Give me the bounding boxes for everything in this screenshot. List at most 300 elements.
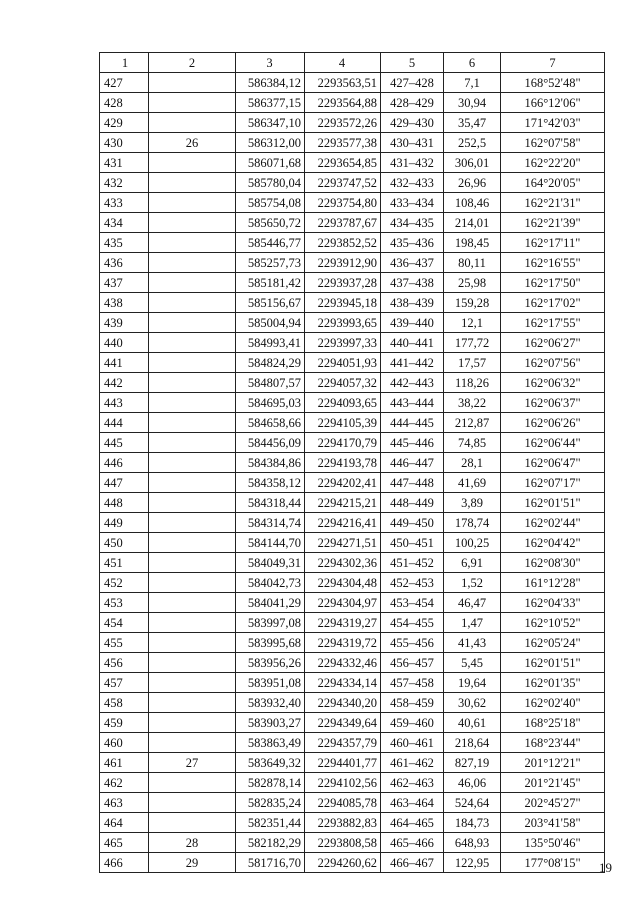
table-cell: 2294051,93 (305, 353, 381, 373)
table-row (100, 713, 605, 733)
table-cell (149, 333, 236, 353)
table-cell: 2294085,78 (305, 793, 381, 813)
table-row (100, 633, 605, 653)
table-cell: 448 (100, 493, 149, 513)
table-cell: 457–458 (381, 673, 444, 693)
table-cell: 80,11 (444, 253, 501, 273)
table-cell: 122,95 (444, 853, 501, 873)
table-cell: 459 (100, 713, 149, 733)
table-cell: 585650,72 (236, 213, 305, 233)
table-cell (149, 433, 236, 453)
table-cell: 162°17'50" (501, 273, 605, 293)
table-cell: 584144,70 (236, 533, 305, 553)
table-cell (149, 733, 236, 753)
table-cell: 118,26 (444, 373, 501, 393)
table-cell (149, 253, 236, 273)
table-row (100, 693, 605, 713)
table-cell: 28,1 (444, 453, 501, 473)
table-cell: 447 (100, 473, 149, 493)
table-cell: 177,72 (444, 333, 501, 353)
table-cell: 438 (100, 293, 149, 313)
table-cell: 434–435 (381, 213, 444, 233)
table-cell: 585754,08 (236, 193, 305, 213)
table-cell: 2293882,83 (305, 813, 381, 833)
table-cell: 2294401,77 (305, 753, 381, 773)
table-cell: 2294349,64 (305, 713, 381, 733)
table-cell: 429 (100, 113, 149, 133)
table-cell: 458 (100, 693, 149, 713)
table-cell: 2293808,58 (305, 833, 381, 853)
table-cell (149, 293, 236, 313)
table-cell: 827,19 (444, 753, 501, 773)
table-cell: 6,91 (444, 553, 501, 573)
table-cell (149, 633, 236, 653)
table-cell (149, 313, 236, 333)
table-cell: 584049,31 (236, 553, 305, 573)
column-header-6: 6 (444, 53, 501, 73)
table-cell: 582351,44 (236, 813, 305, 833)
table-cell (149, 193, 236, 213)
table-cell: 178,74 (444, 513, 501, 533)
column-header-1: 1 (100, 53, 149, 73)
column-header-3: 3 (236, 53, 305, 73)
table-cell: 162°17'02" (501, 293, 605, 313)
table-cell: 162°01'51" (501, 653, 605, 673)
table-cell: 30,62 (444, 693, 501, 713)
table-cell (149, 413, 236, 433)
table-row (100, 493, 605, 513)
table-cell (149, 73, 236, 93)
table-cell: 444 (100, 413, 149, 433)
table-cell: 162°01'51" (501, 493, 605, 513)
table-cell: 30,94 (444, 93, 501, 113)
table-cell: 201°21'45" (501, 773, 605, 793)
table-row (100, 413, 605, 433)
table-cell: 162°22'20" (501, 153, 605, 173)
table-cell (149, 153, 236, 173)
table-cell: 451 (100, 553, 149, 573)
table-cell: 2294057,32 (305, 373, 381, 393)
table-cell: 462 (100, 773, 149, 793)
table-row (100, 833, 605, 853)
table-cell: 464 (100, 813, 149, 833)
table-row (100, 593, 605, 613)
table-row (100, 853, 605, 873)
table-cell: 582835,24 (236, 793, 305, 813)
table-cell: 584041,29 (236, 593, 305, 613)
table-cell: 584314,74 (236, 513, 305, 533)
table-cell (149, 673, 236, 693)
table-cell: 2294170,79 (305, 433, 381, 453)
table-cell: 443 (100, 393, 149, 413)
table-cell (149, 513, 236, 533)
table-cell: 445–446 (381, 433, 444, 453)
table-cell: 201°12'21" (501, 753, 605, 773)
table-cell: 446–447 (381, 453, 444, 473)
table-row (100, 613, 605, 633)
table-cell: 2293945,18 (305, 293, 381, 313)
table-cell: 584993,41 (236, 333, 305, 353)
table-cell (149, 613, 236, 633)
table-cell: 12,1 (444, 313, 501, 333)
table-cell: 466–467 (381, 853, 444, 873)
table-cell: 443–444 (381, 393, 444, 413)
table-cell: 583997,08 (236, 613, 305, 633)
table-row (100, 73, 605, 93)
table-cell: 453 (100, 593, 149, 613)
table-cell: 464–465 (381, 813, 444, 833)
table-row (100, 513, 605, 533)
table-cell: 459–460 (381, 713, 444, 733)
table-row (100, 273, 605, 293)
table-cell: 453–454 (381, 593, 444, 613)
table-cell: 439 (100, 313, 149, 333)
table-cell (149, 773, 236, 793)
table-cell: 438–439 (381, 293, 444, 313)
table-row (100, 733, 605, 753)
table-cell: 306,01 (444, 153, 501, 173)
table-cell: 465–466 (381, 833, 444, 853)
table-cell (149, 553, 236, 573)
table-cell: 439–440 (381, 313, 444, 333)
table-cell: 442 (100, 373, 149, 393)
table-cell: 452–453 (381, 573, 444, 593)
table-cell: 19,64 (444, 673, 501, 693)
table-row (100, 153, 605, 173)
table-cell: 162°17'55" (501, 313, 605, 333)
table-cell (149, 453, 236, 473)
table-cell (149, 393, 236, 413)
table-row (100, 533, 605, 553)
table-row (100, 113, 605, 133)
table-row (100, 93, 605, 113)
table-row (100, 453, 605, 473)
table-cell: 100,25 (444, 533, 501, 553)
table-cell: 2294332,46 (305, 653, 381, 673)
page-number: 19 (599, 860, 612, 875)
table-cell: 452 (100, 573, 149, 593)
table-cell: 457 (100, 673, 149, 693)
table-cell: 7,1 (444, 73, 501, 93)
table-cell: 162°04'33" (501, 593, 605, 613)
table-cell: 108,46 (444, 193, 501, 213)
table-row (100, 553, 605, 573)
table-cell: 162°08'30" (501, 553, 605, 573)
table-cell: 428 (100, 93, 149, 113)
table-cell: 455 (100, 633, 149, 653)
table-cell: 25,98 (444, 273, 501, 293)
table-cell: 460 (100, 733, 149, 753)
table-cell: 162°05'24" (501, 633, 605, 653)
table-cell: 431–432 (381, 153, 444, 173)
table-cell (149, 353, 236, 373)
column-header-7: 7 (501, 53, 605, 73)
table-cell: 38,22 (444, 393, 501, 413)
table-cell: 584695,03 (236, 393, 305, 413)
table-cell: 168°25'18" (501, 713, 605, 733)
table-cell: 162°06'44" (501, 433, 605, 453)
table-cell: 437–438 (381, 273, 444, 293)
table-cell: 455–456 (381, 633, 444, 653)
table-cell: 463–464 (381, 793, 444, 813)
table-cell: 28 (149, 833, 236, 853)
table-row (100, 373, 605, 393)
table-cell: 442–443 (381, 373, 444, 393)
table-cell: 433–434 (381, 193, 444, 213)
table-cell: 430 (100, 133, 149, 153)
table-cell: 586312,00 (236, 133, 305, 153)
table-cell: 585004,94 (236, 313, 305, 333)
table-cell: 41,69 (444, 473, 501, 493)
table-row (100, 333, 605, 353)
table-cell (149, 233, 236, 253)
table-row (100, 473, 605, 493)
table-cell: 431 (100, 153, 149, 173)
table-cell: 440 (100, 333, 149, 353)
table-cell: 2293997,33 (305, 333, 381, 353)
coordinates-table (99, 52, 605, 873)
table-cell: 440–441 (381, 333, 444, 353)
table-cell: 35,47 (444, 113, 501, 133)
table-cell: 450 (100, 533, 149, 553)
table-cell: 214,01 (444, 213, 501, 233)
header-row (100, 53, 605, 73)
table-cell: 162°21'39" (501, 213, 605, 233)
table-cell: 162°01'35" (501, 673, 605, 693)
table-cell: 435–436 (381, 233, 444, 253)
table-cell: 584824,29 (236, 353, 305, 373)
table-cell: 432 (100, 173, 149, 193)
table-cell: 135°50'46" (501, 833, 605, 853)
table-row (100, 433, 605, 453)
table-cell: 2293787,67 (305, 213, 381, 233)
table-header (100, 53, 605, 73)
table-row (100, 573, 605, 593)
table-cell: 584042,73 (236, 573, 305, 593)
table-cell: 162°06'47" (501, 453, 605, 473)
table-cell: 458–459 (381, 693, 444, 713)
table-cell: 584384,86 (236, 453, 305, 473)
table-cell: 162°16'55" (501, 253, 605, 273)
table-cell: 162°06'27" (501, 333, 605, 353)
table-cell: 168°52'48" (501, 73, 605, 93)
table-cell: 435 (100, 233, 149, 253)
table-cell: 2294093,65 (305, 393, 381, 413)
table-cell: 586384,12 (236, 73, 305, 93)
table-cell (149, 213, 236, 233)
table-row (100, 653, 605, 673)
table-cell: 463 (100, 793, 149, 813)
table-cell: 2293852,52 (305, 233, 381, 253)
table-cell: 162°06'32" (501, 373, 605, 393)
table-row (100, 193, 605, 213)
table-cell: 177°08'15" (501, 853, 605, 873)
table-cell: 2293563,51 (305, 73, 381, 93)
table-cell: 461–462 (381, 753, 444, 773)
table-cell: 2293564,88 (305, 93, 381, 113)
table-row (100, 313, 605, 333)
column-header-5: 5 (381, 53, 444, 73)
table-cell: 583903,27 (236, 713, 305, 733)
table-cell (149, 813, 236, 833)
table-cell: 581716,70 (236, 853, 305, 873)
table-cell: 585446,77 (236, 233, 305, 253)
table-cell (149, 793, 236, 813)
table-cell: 436 (100, 253, 149, 273)
table-cell: 2294304,48 (305, 573, 381, 593)
table-cell (149, 113, 236, 133)
table-cell: 218,64 (444, 733, 501, 753)
table-cell: 427–428 (381, 73, 444, 93)
table-row (100, 773, 605, 793)
table-row (100, 213, 605, 233)
table-cell: 162°07'58" (501, 133, 605, 153)
table-cell: 584658,66 (236, 413, 305, 433)
table-cell: 162°07'17" (501, 473, 605, 493)
table-cell (149, 713, 236, 733)
table-cell: 454–455 (381, 613, 444, 633)
table-cell: 427 (100, 73, 149, 93)
table-cell: 584807,57 (236, 373, 305, 393)
table-cell: 585156,67 (236, 293, 305, 313)
table-row (100, 133, 605, 153)
table-row (100, 813, 605, 833)
table-cell: 2293747,52 (305, 173, 381, 193)
table-row (100, 353, 605, 373)
table-cell: 446 (100, 453, 149, 473)
table-cell: 184,73 (444, 813, 501, 833)
table-cell: 161°12'28" (501, 573, 605, 593)
table-cell: 2294319,72 (305, 633, 381, 653)
column-header-4: 4 (305, 53, 381, 73)
table-cell: 648,93 (444, 833, 501, 853)
table-cell: 2293572,26 (305, 113, 381, 133)
table-cell: 429–430 (381, 113, 444, 133)
table-cell: 2294271,51 (305, 533, 381, 553)
table-cell: 2294216,41 (305, 513, 381, 533)
table-cell: 5,45 (444, 653, 501, 673)
table-cell: 586071,68 (236, 153, 305, 173)
table-cell: 252,5 (444, 133, 501, 153)
table-cell: 2294302,36 (305, 553, 381, 573)
table-cell: 437 (100, 273, 149, 293)
table-cell: 162°07'56" (501, 353, 605, 373)
table-cell: 583863,49 (236, 733, 305, 753)
table-cell: 524,64 (444, 793, 501, 813)
table-cell: 450–451 (381, 533, 444, 553)
table-row (100, 293, 605, 313)
table-row (100, 253, 605, 273)
table-cell: 451–452 (381, 553, 444, 573)
table-cell (149, 473, 236, 493)
table-cell (149, 533, 236, 553)
table-cell: 1,47 (444, 613, 501, 633)
table-cell: 2294340,20 (305, 693, 381, 713)
table-cell: 441 (100, 353, 149, 373)
table-cell: 584318,44 (236, 493, 305, 513)
table-cell (149, 373, 236, 393)
table-cell: 1,52 (444, 573, 501, 593)
table-cell: 162°02'44" (501, 513, 605, 533)
table-cell: 164°20'05" (501, 173, 605, 193)
table-cell: 460–461 (381, 733, 444, 753)
table-cell: 2294102,56 (305, 773, 381, 793)
table-cell: 198,45 (444, 233, 501, 253)
table-cell (149, 693, 236, 713)
table-cell: 436–437 (381, 253, 444, 273)
table-row (100, 793, 605, 813)
table-cell: 585181,42 (236, 273, 305, 293)
table-cell: 168°23'44" (501, 733, 605, 753)
table-cell: 159,28 (444, 293, 501, 313)
table-cell: 2294260,62 (305, 853, 381, 873)
table-cell: 40,61 (444, 713, 501, 733)
table-cell: 162°10'52" (501, 613, 605, 633)
table-cell: 2294215,21 (305, 493, 381, 513)
table-cell: 171°42'03" (501, 113, 605, 133)
table-cell: 448–449 (381, 493, 444, 513)
table-cell: 583649,32 (236, 753, 305, 773)
table-cell: 46,06 (444, 773, 501, 793)
table-cell: 162°17'11" (501, 233, 605, 253)
table-cell: 432–433 (381, 173, 444, 193)
table-cell: 583951,08 (236, 673, 305, 693)
table-cell (149, 653, 236, 673)
table-cell (149, 573, 236, 593)
table-cell: 466 (100, 853, 149, 873)
table-row (100, 393, 605, 413)
table-cell (149, 173, 236, 193)
table-cell: 441–442 (381, 353, 444, 373)
table-cell: 2293754,80 (305, 193, 381, 213)
table-cell: 447–448 (381, 473, 444, 493)
table-cell: 162°02'40" (501, 693, 605, 713)
table-cell: 449 (100, 513, 149, 533)
table-cell: 2294334,14 (305, 673, 381, 693)
table-cell: 583932,40 (236, 693, 305, 713)
table-cell: 2294357,79 (305, 733, 381, 753)
table-cell: 2294304,97 (305, 593, 381, 613)
table-cell (149, 273, 236, 293)
table-cell: 74,85 (444, 433, 501, 453)
table-cell: 162°06'26" (501, 413, 605, 433)
table-cell: 17,57 (444, 353, 501, 373)
table-cell: 434 (100, 213, 149, 233)
table-cell: 461 (100, 753, 149, 773)
table-cell: 456 (100, 653, 149, 673)
table-cell: 3,89 (444, 493, 501, 513)
table-cell: 445 (100, 433, 149, 453)
table-body (100, 73, 605, 873)
table-cell: 456–457 (381, 653, 444, 673)
table-row (100, 753, 605, 773)
table-cell: 166°12'06" (501, 93, 605, 113)
table-cell: 212,87 (444, 413, 501, 433)
table-cell (149, 93, 236, 113)
table-cell: 2294319,27 (305, 613, 381, 633)
table-cell: 583956,26 (236, 653, 305, 673)
table-cell: 41,43 (444, 633, 501, 653)
table-cell: 2294105,39 (305, 413, 381, 433)
table-row (100, 173, 605, 193)
table-cell: 583995,68 (236, 633, 305, 653)
table-cell: 202°45'27" (501, 793, 605, 813)
table-cell: 2293654,85 (305, 153, 381, 173)
table-cell: 582182,29 (236, 833, 305, 853)
table-cell (149, 493, 236, 513)
table-cell: 585257,73 (236, 253, 305, 273)
table-cell: 46,47 (444, 593, 501, 613)
